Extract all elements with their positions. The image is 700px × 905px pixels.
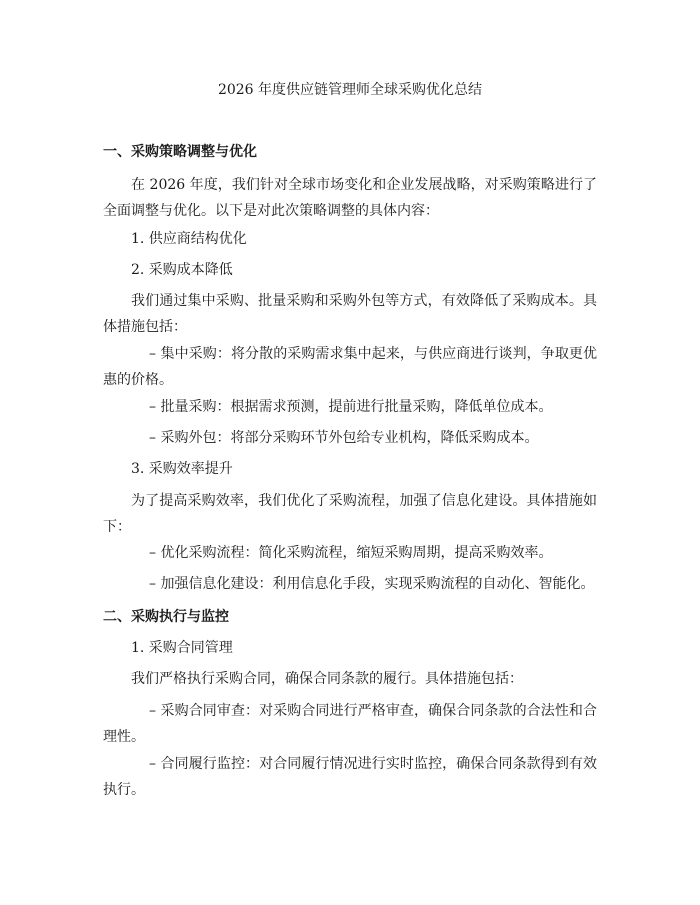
- bullet-centralized-purchasing: – 集中采购：将分散的采购需求集中起来，与供应商进行谈判，争取更优惠的价格。: [103, 346, 597, 388]
- cost-reduction-paragraph: 我们通过集中采购、批量采购和采购外包等方式，有效降低了采购成本。具体措施包括：: [103, 293, 597, 335]
- section1-intro-paragraph: 在 2026 年度，我们针对全球市场变化和企业发展战略，对采购策略进行了全面调整与优化。以下是对此次策略调整的具体内容：: [103, 177, 597, 219]
- efficiency-paragraph: 为了提高采购效率，我们优化了采购流程，加强了信息化建设。具体措施如下：: [103, 493, 597, 535]
- list-item-cost-reduction: 2. 采购成本降低: [131, 262, 233, 278]
- bullet-information-construction: – 加强信息化建设：利用信息化手段，实现采购流程的自动化、智能化。: [149, 576, 595, 592]
- bullet-contract-review: – 采购合同审查：对采购合同进行严格审查，确保合同条款的合法性和合理性。: [103, 703, 597, 745]
- bullet-process-optimization: – 优化采购流程：简化采购流程，缩短采购周期，提高采购效率。: [149, 545, 553, 561]
- list-item-contract-management: 1. 采购合同管理: [131, 640, 233, 656]
- contract-management-paragraph: 我们严格执行采购合同，确保合同条款的履行。具体措施包括：: [131, 671, 523, 687]
- bullet-contract-monitoring: – 合同履行监控：对合同履行情况进行实时监控，确保合同条款得到有效执行。: [103, 756, 597, 798]
- bullet-bulk-purchasing: – 批量采购：根据需求预测，提前进行批量采购，降低单位成本。: [149, 399, 553, 415]
- bullet-purchasing-outsourcing: – 采购外包：将部分采购环节外包给专业机构，降低采购成本。: [149, 430, 539, 446]
- list-item-supplier-optimization: 1. 供应商结构优化: [131, 231, 247, 247]
- section-heading-2: 二、采购执行与监控: [103, 609, 229, 625]
- list-item-efficiency-improvement: 3. 采购效率提升: [131, 461, 233, 477]
- section-heading-1: 一、采购策略调整与优化: [103, 144, 257, 160]
- document-title: 2026 年度供应链管理师全球采购优化总结: [217, 82, 483, 98]
